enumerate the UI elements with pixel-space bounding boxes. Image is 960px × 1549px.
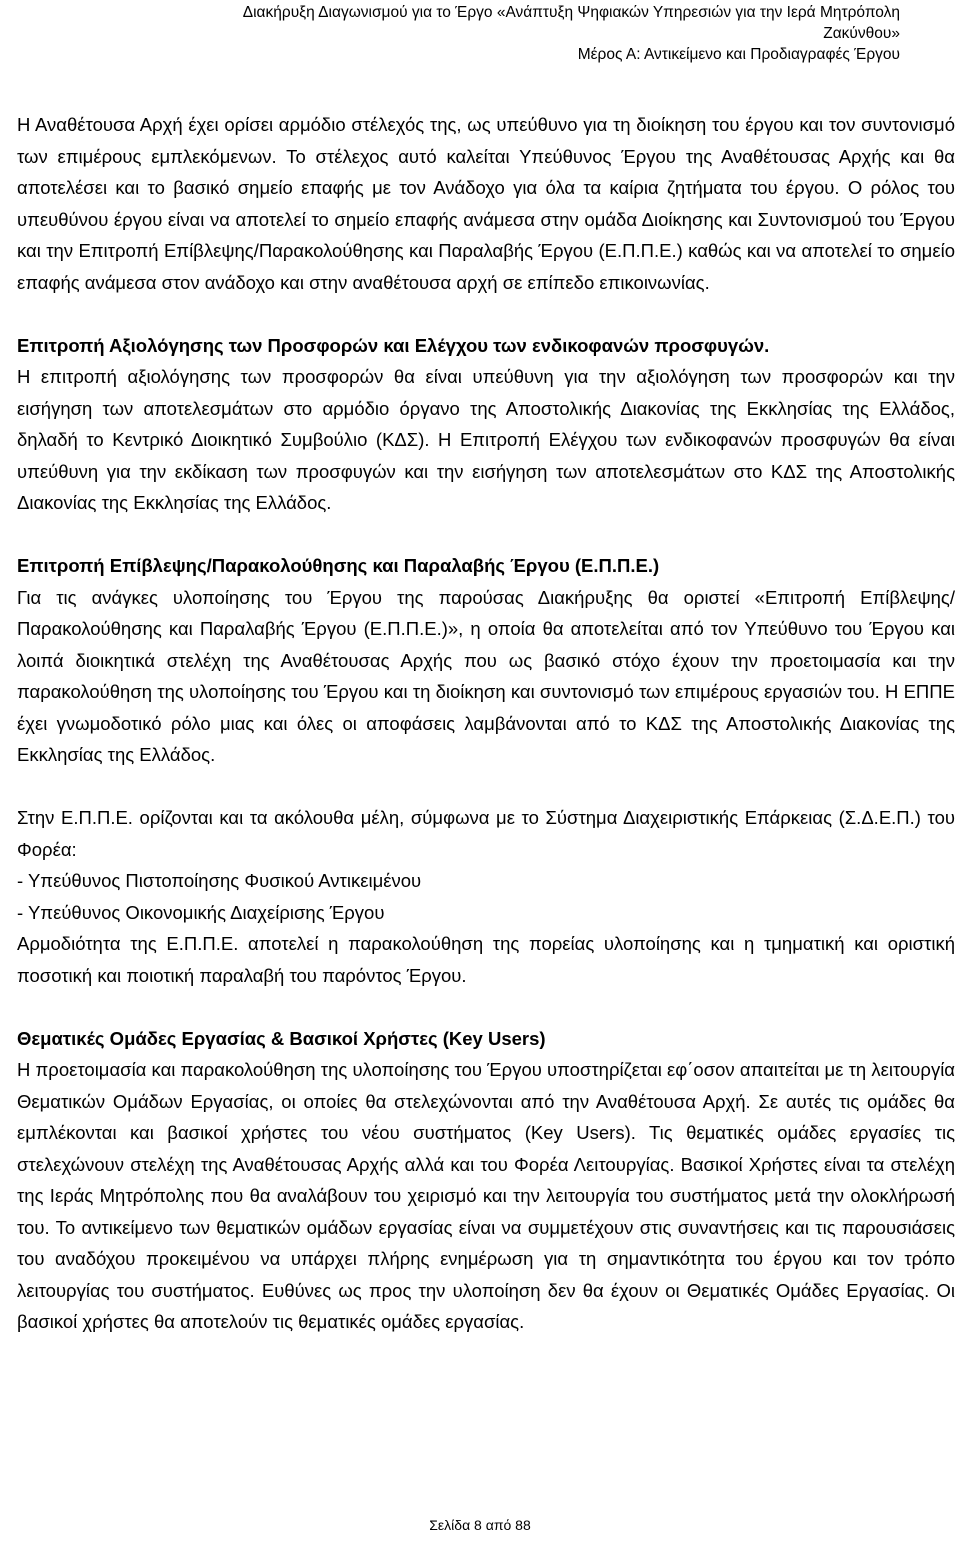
header-title-line-2: Ζακύνθου» (823, 25, 900, 42)
page-header (40, 2, 900, 65)
header-subtitle: Μέρος Α: Αντικείμενο και Προδιαγραφές Έργου (577, 46, 900, 63)
page-number: Σελίδα 8 από 88 (429, 1517, 531, 1533)
section-heading-evaluation-committee: Επιτροπή Αξιολόγησης των Προσφορών και Ελέγχου των ενδικοφανών προσφυγών. (17, 334, 770, 356)
intro-paragraph: Η Αναθέτουσα Αρχή έχει ορίσει αρμόδιο στέλεχός της, ως υπεύθυνο για τη διοίκηση του έργου και τον συντονισμό των επιμέρους εμπλεκόμενων. Το στέλεχος αυτό καλείται Υπεύθυνος Έργου της Αναθέτουσας Αρχής και θα αποτελέσει και το βασικό σημείο επαφής με τον Ανάδοχο για όλα τα καίρια ζητήματα του έργου. Ο ρόλος του υπευθύνου έργου είναι να αποτελεί το σημείο επαφής ανάμεσα στην ομάδα Διοίκησης και Συντονισμού του Έργου και την Επιτροπή Επίβλεψης/Παρακολούθησης και Παραλαβής Έργου (Ε.Π.Π.Ε.) καθώς και να αποτελεί το σημείο επαφής ανάμεσα στον ανάδοχο και στην αναθέτουσα αρχή σε επίπεδο επικοινωνίας. (17, 114, 955, 293)
header-title-line-1: Διακήρυξη Διαγωνισμού για το Έργο «Ανάπτυξη Ψηφιακών Υπηρεσιών για την Ιερά Μητρόπολη (242, 4, 900, 21)
monitoring-committee-paragraph: Για τις ανάγκες υλοποίησης του Έργου της παρούσας Διακήρυξης θα οριστεί «Επιτροπή Επίβλεψης/Παρακολούθησης και Παραλαβής Έργου (Ε.Π.Π.Ε.)», η οποία θα αποτελείται από τον Υπεύθυνο του Έργου και λοιπά διοικητικά στελέχη της Αναθέτουσας Αρχής που ως βασικό στόχο έχουν την προετοιμασία και την παρακολούθηση της υλοποίησης του Έργου και τη διοίκηση και συντονισμό των επιμέρους εργασιών του. Η ΕΠΠΕ έχει γνωμοδοτικό ρόλο μιας και όλες οι αποφάσεις λαμβάνονται από το ΚΔΣ της Αποστολικής Διακονίας της Εκκλησίας της Ελλάδος. (17, 586, 955, 765)
section-heading-working-groups: Θεματικές Ομάδες Εργασίας & Βασικοί Χρήστες (Key Users) (17, 1027, 546, 1049)
section-heading-monitoring-committee: Επιτροπή Επίβλεψης/Παρακολούθησης και Παραλαβής Έργου (Ε.Π.Π.Ε.) (17, 555, 660, 576)
member-list-item: - Υπεύθυνος Πιστοποίησης Φυσικού Αντικειμένου (17, 870, 422, 891)
evaluation-committee-paragraph: Η επιτροπή αξιολόγησης των προσφορών θα είναι υπεύθυνη για την αξιολόγηση των προσφορών και την εισήγηση των αποτελεσμάτων στο αρμόδιο όργανο της Αποστολικής Διακονίας της Εκκλησίας της Ελλάδος, δηλαδή το Κεντρικό Διοικητικό Συμβούλιο (ΚΔΣ). Η Επιτροπή Ελέγχου των ενδικοφανών προσφυγών θα είναι υπεύθυνη για την εκδίκαση των προσφυγών και την εισήγηση των αποτελεσμάτων στο ΚΔΣ της Αποστολικής Διακονίας της Εκκλησίας της Ελλάδος. (17, 366, 955, 513)
members-outro-paragraph: Αρμοδιότητα της Ε.Π.Π.Ε. αποτελεί η παρακολούθηση της πορείας υλοποίησης και η τμηματική και οριστική ποσοτική και ποιοτική παραλαβή του παρόντος Έργου. (17, 933, 955, 986)
member-list-item: - Υπεύθυνος Οικονομικής Διαχείρισης Έργου (17, 901, 385, 923)
members-intro-paragraph: Στην Ε.Π.Π.Ε. ορίζονται και τα ακόλουθα μέλη, σύμφωνα με το Σύστημα Διαχειριστικής Επάρκειας (Σ.Δ.Ε.Π.) του Φορέα: (17, 807, 955, 860)
working-groups-paragraph: Η προετοιμασία και παρακολούθηση της υλοποίησης του Έργου υποστηρίζεται εφ΄οσον απαιτείται με τη λειτουργία Θεματικών Ομάδων Εργασίας, οι οποίες θα στελεχώνονται από την Αναθέτουσα Αρχή. Σε αυτές τις ομάδες θα εμπλέκονται και βασικοί χρήστες του νέου συστήματος (Key Users). Τις θεματικές ομάδες εργασίες τις στελεχώνουν στελέχη της Αναθέτουσας Αρχής αλλά και του Φορέα Λειτουργίας. Βασικοί Χρήστες είναι τα στελέχη της Ιεράς Μητρόπολης που θα αναλάβουν του χειρισμό και την λειτουργία του συστήματος μετά την ολοκλήρωσή του. Το αντικείμενο των θεματικών ομάδων εργασίας είναι να συμμετέχουν στις συναντήσεις και τις παρουσιάσεις του αναδόχου προκειμένου να υπάρχει πλήρης ενημέρωση για τη σημαντικότητα του έργου και τον τρόπο λειτουργίας του συστήματος. Ευθύνες ως προς την υλοποίηση δεν θα έχουν οι Θεματικές Ομάδες Εργασίας. Οι βασικοί χρήστες θα αποτελούν τις θεματικές ομάδες εργασίας. (17, 1059, 955, 1332)
document-body (17, 109, 955, 1338)
